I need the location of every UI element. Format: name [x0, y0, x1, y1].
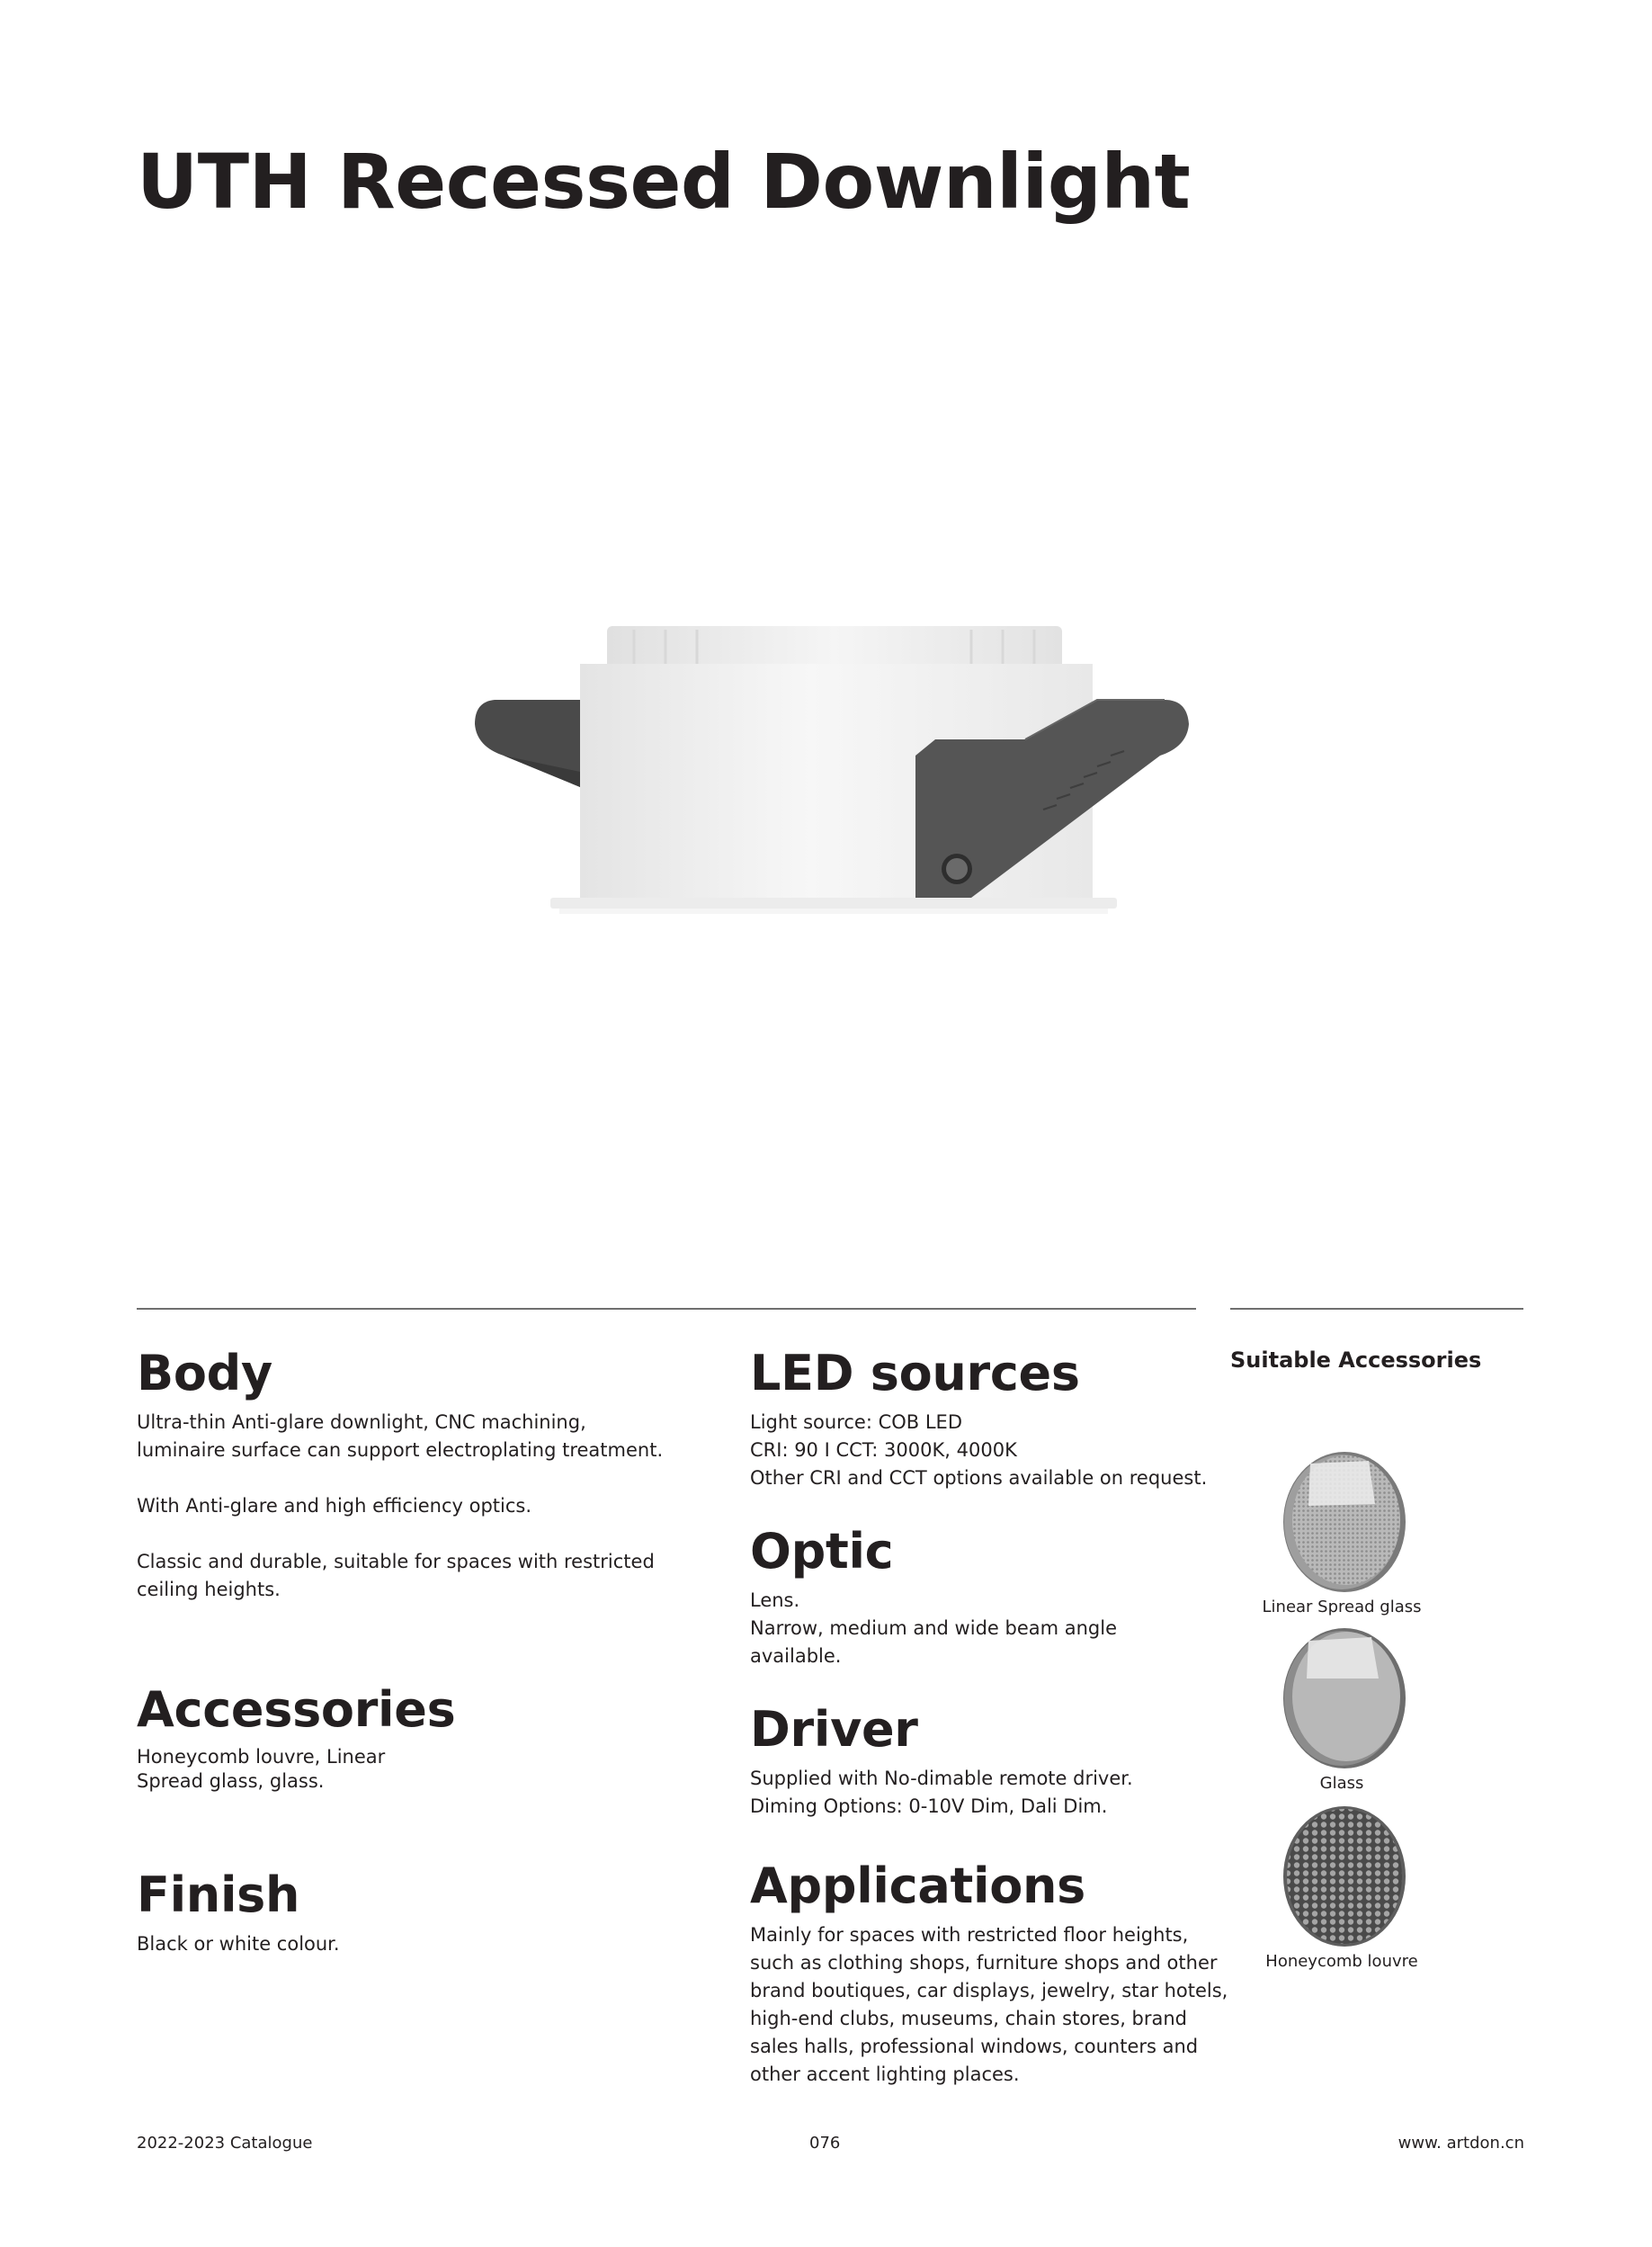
led-text-line: Other CRI and CCT options available on request.: [750, 1467, 1208, 1489]
driver-section: [750, 1701, 1133, 1821]
glass-icon: [1274, 1626, 1409, 1770]
accessory-linear-spread-glass: [1225, 1450, 1459, 1616]
footer-catalogue: 2022-2023 Catalogue: [137, 2134, 313, 2153]
downlight-product-image: [468, 612, 1196, 936]
accessories-text-line: Spread glass, glass.: [137, 1770, 325, 1792]
optic-text-line: Narrow, medium and wide beam angle: [750, 1617, 1118, 1639]
led-sources-section: [750, 1345, 1208, 1492]
linear-spread-glass-icon: [1274, 1450, 1409, 1594]
led-text-line: Light source: COB LED: [750, 1411, 962, 1433]
finish-heading: Finish: [137, 1867, 300, 1923]
driver-text-line: Diming Options: 0-10V Dim, Dali Dim.: [750, 1795, 1108, 1817]
applications-text-line: high-end clubs, museums, chain stores, brand: [750, 2008, 1188, 2029]
optic-section: [750, 1523, 1118, 1670]
body-text-line: With Anti-glare and high efficiency optics.: [137, 1495, 532, 1517]
body-text-line: Classic and durable, suitable for spaces with restricted: [137, 1551, 655, 1572]
driver-text-line: Supplied with No-dimable remote driver.: [750, 1768, 1133, 1789]
body-text-line: Ultra-thin Anti-glare downlight, CNC machining,: [137, 1411, 586, 1433]
applications-text-line: such as clothing shops, furniture shops and other: [750, 1952, 1218, 1974]
honeycomb-louvre-caption: Honeycomb louvre: [1265, 1952, 1418, 1971]
accessory-honeycomb-louvre: [1225, 1804, 1459, 1971]
honeycomb-louvre-icon: [1274, 1804, 1409, 1948]
led-sources-heading: LED sources: [750, 1345, 1080, 1401]
footer-website: www. artdon.cn: [1398, 2134, 1524, 2153]
accessories-text-line: Honeycomb louvre, Linear: [137, 1746, 386, 1768]
suitable-accessories-title: Suitable Accessories: [1230, 1347, 1482, 1373]
applications-text-line: sales halls, professional windows, counters and: [750, 2036, 1199, 2057]
body-heading: Body: [137, 1345, 272, 1401]
optic-heading: Optic: [750, 1523, 894, 1580]
glass-caption: Glass: [1319, 1774, 1364, 1793]
footer-page-number: 076: [809, 2134, 841, 2153]
led-text-line: CRI: 90 I CCT: 3000K, 4000K: [750, 1439, 1017, 1461]
linear-spread-glass-caption: Linear Spread glass: [1262, 1598, 1422, 1616]
optic-text-line: Lens.: [750, 1589, 800, 1611]
finish-text-line: Black or white colour.: [137, 1933, 340, 1955]
accessories-section: [137, 1681, 456, 1794]
body-text-line: ceiling heights.: [137, 1579, 281, 1600]
applications-section: [750, 1858, 1228, 2089]
section-divider: [137, 1308, 1196, 1310]
page-title: UTH Recessed Downlight: [137, 138, 1191, 226]
sidebar-divider: [1230, 1308, 1523, 1310]
accessories-heading: Accessories: [137, 1681, 456, 1738]
finish-section: [137, 1867, 340, 1958]
driver-heading: Driver: [750, 1701, 918, 1758]
optic-text-line: available.: [750, 1645, 842, 1667]
body-section: [137, 1345, 664, 1604]
applications-text-line: Mainly for spaces with restricted floor heights,: [750, 1924, 1189, 1946]
accessory-glass: [1225, 1626, 1459, 1793]
body-text-line: luminaire surface can support electroplating treatment.: [137, 1439, 664, 1461]
applications-heading: Applications: [750, 1858, 1085, 1914]
applications-text-line: other accent lighting places.: [750, 2063, 1020, 2085]
applications-text-line: brand boutiques, car displays, jewelry, star hotels,: [750, 1980, 1228, 2001]
